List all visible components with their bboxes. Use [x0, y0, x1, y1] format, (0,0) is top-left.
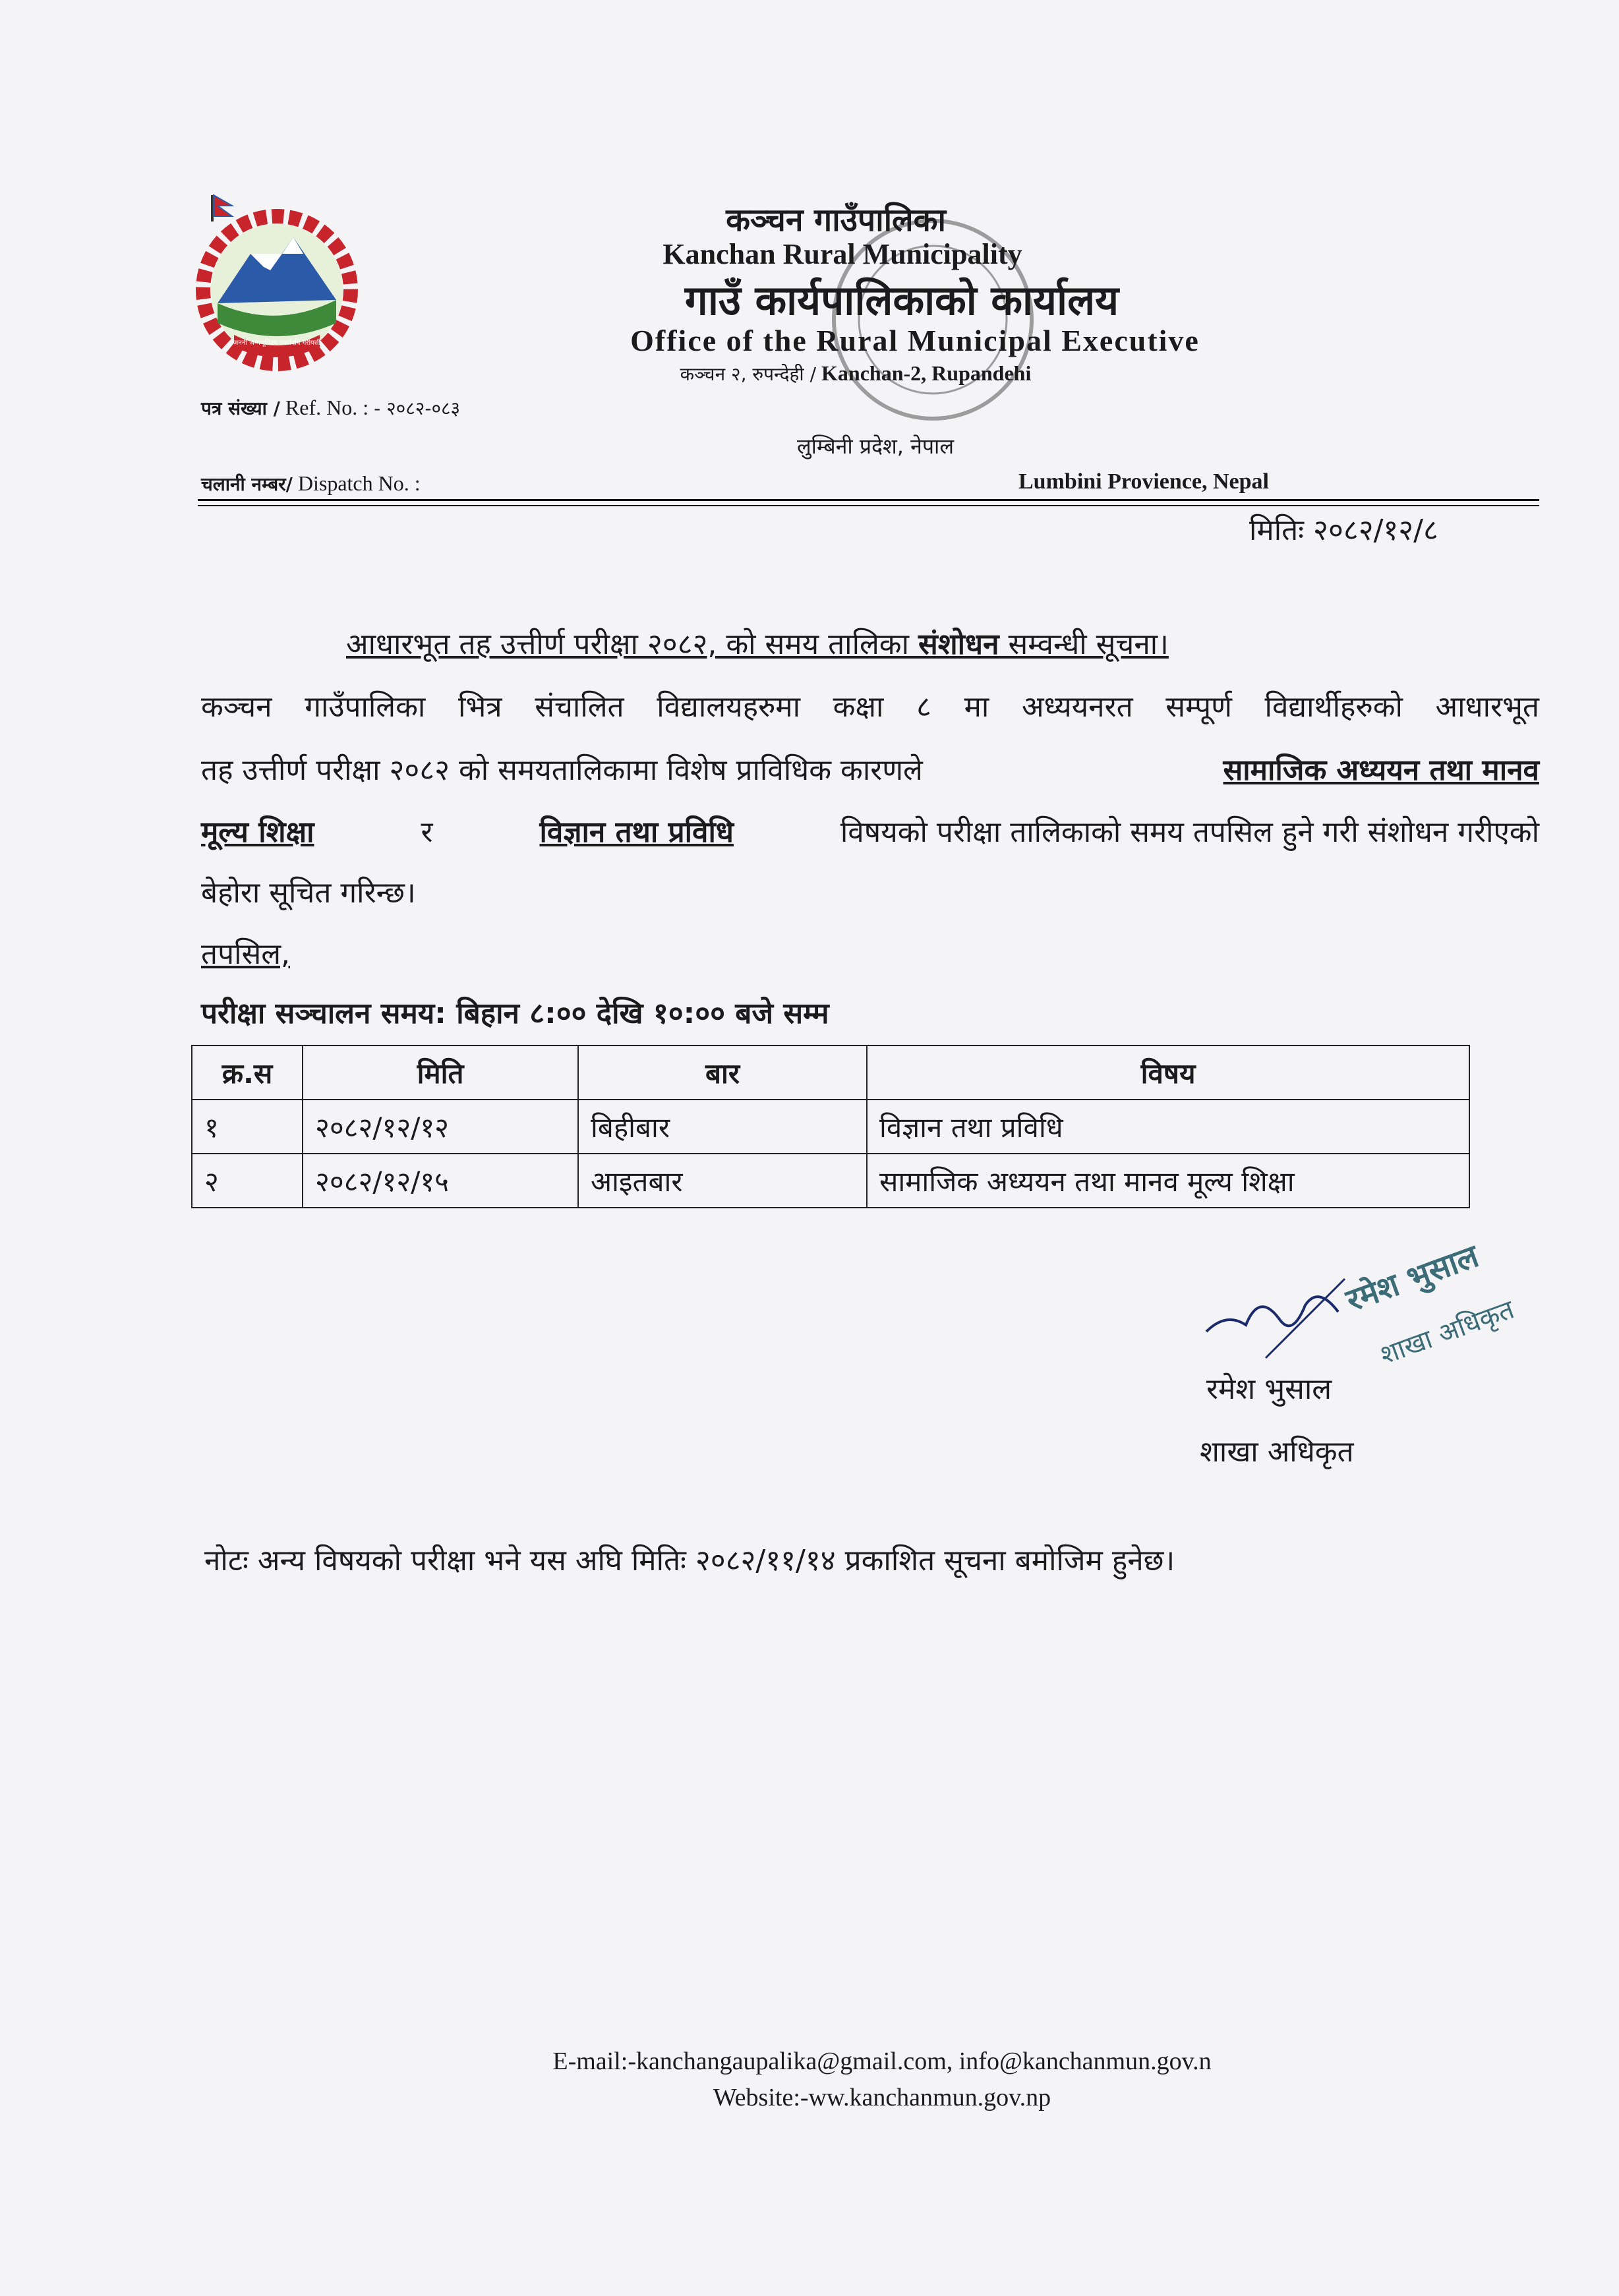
- dispatch-label-np: चलानी नम्बर/: [201, 473, 293, 495]
- table-header: बार: [578, 1045, 867, 1100]
- address: [46, 361, 1619, 386]
- footer-website: Website:-ww.kanchanmun.gov.np: [713, 2084, 1051, 2111]
- subject-part1: आधारभूत तह उत्तीर्ण परीक्षा २०८२, को समय तालिका: [346, 628, 918, 661]
- table-cell: सामाजिक अध्ययन तथा मानव मूल्य शिक्षा: [867, 1154, 1469, 1208]
- table-cell: बिहीबार: [578, 1100, 867, 1154]
- body-line-3a: मूल्य शिक्षा: [201, 815, 314, 849]
- dispatch-label-en: Dispatch No. :: [297, 471, 421, 495]
- table-header: विषय: [867, 1045, 1469, 1100]
- stamp-name: रमेश भुसाल: [1341, 1237, 1484, 1320]
- table-header: मिति: [303, 1045, 578, 1100]
- exam-time: परीक्षा सञ्चालन समय: बिहान ८:०० देखि १०:०० बजे सम्म: [201, 997, 829, 1030]
- stamp-title: शाखा अधिकृत: [1376, 1294, 1519, 1371]
- municipality-name-np: कञ्चन गाउँपालिका: [726, 202, 946, 239]
- svg-text:जननी जन्मभूमिश्च स्वर्गादपि गर: जननी जन्मभूमिश्च स्वर्गादपि गरीयसी: [233, 339, 321, 347]
- address-en: Kanchan-2, Rupandehi: [821, 361, 1032, 385]
- address-np: कञ्चन २, रुपन्देही /: [680, 363, 817, 385]
- body-line-1: कञ्चन गाउँपालिका भित्र संचालित विद्यालयहरुमा कक्षा ८ मा अध्ययनरत सम्पूर्ण विद्यार्थीहरुको आधारभूत: [201, 690, 1539, 724]
- notice-subject: [346, 623, 1169, 662]
- table-row: [192, 1100, 1469, 1154]
- signature-stamp-icon: [1187, 1233, 1529, 1391]
- body-line-2a: तह उत्तीर्ण परीक्षा २०८२ को समयतालिकामा विशेष प्राविधिक कारणले: [201, 753, 923, 787]
- table-cell: २०८२/१२/१५: [303, 1154, 578, 1208]
- body-line-3: [201, 811, 1539, 850]
- table-header: क्र.स: [192, 1045, 303, 1100]
- ref-number: [201, 396, 460, 421]
- tapasil-heading: तपसिल,: [201, 937, 291, 971]
- table-cell: आइतबार: [578, 1154, 867, 1208]
- exam-schedule-table: [191, 1045, 1470, 1208]
- body-line-4: बेहोरा सूचित गरिन्छ।: [201, 876, 416, 910]
- ref-label-en: Ref. No. :: [285, 396, 369, 419]
- province-en: Lumbini Provience, Nepal: [1018, 469, 1269, 494]
- subject-bold: संशोधन: [918, 628, 999, 661]
- table-cell: २: [192, 1154, 303, 1208]
- ref-label-np: पत्र संख्या /: [201, 397, 280, 419]
- body-line-3c: विज्ञान तथा प्रविधि: [539, 815, 734, 849]
- body-line-2: [201, 749, 1539, 788]
- signatory-name: रमेश भुसाल: [1206, 1372, 1332, 1406]
- footer-email: E-mail:-kanchangaupalika@gmail.com, info@kanchanmun.gov.n: [552, 2047, 1212, 2075]
- municipality-name-en: Kanchan Rural Municipality: [662, 238, 1022, 270]
- signatory-title: शाखा अधिकृत: [1200, 1435, 1354, 1469]
- notice-note: नोटः अन्य विषयको परीक्षा भने यस अघि मितिः २०८२/११/१४ प्रकाशित सूचना बमोजिम हुनेछ।: [204, 1544, 1175, 1577]
- table-cell: २०८२/१२/१२: [303, 1100, 578, 1154]
- table-cell: १: [192, 1100, 303, 1154]
- province-np: लुम्बिनी प्रदेश, नेपाल: [796, 434, 955, 459]
- office-name-en: Office of the Rural Municipal Executive: [630, 324, 1200, 357]
- notice-date: मितिः २०८२/१२/८: [1249, 514, 1438, 547]
- header-divider-secondary: [198, 505, 1539, 506]
- body-line-3b: र: [421, 815, 433, 849]
- table-row: [192, 1154, 1469, 1208]
- header-divider: [198, 499, 1539, 501]
- table-cell: विज्ञान तथा प्रविधि: [867, 1100, 1469, 1154]
- body-line-3d: विषयको परीक्षा तालिकाको समय तपसिल हुने गरी संशोधन गरीएको: [840, 815, 1539, 849]
- body-line-2b: सामाजिक अध्ययन तथा मानव: [1223, 753, 1539, 787]
- table-header-row: [192, 1045, 1469, 1100]
- dispatch-number: [201, 471, 421, 496]
- office-name-np: गाउँ कार्यपालिकाको कार्यालय: [684, 276, 1119, 324]
- subject-part2: सम्वन्धी सूचना।: [999, 628, 1169, 661]
- ref-value: - २०८२-०८३: [374, 397, 461, 419]
